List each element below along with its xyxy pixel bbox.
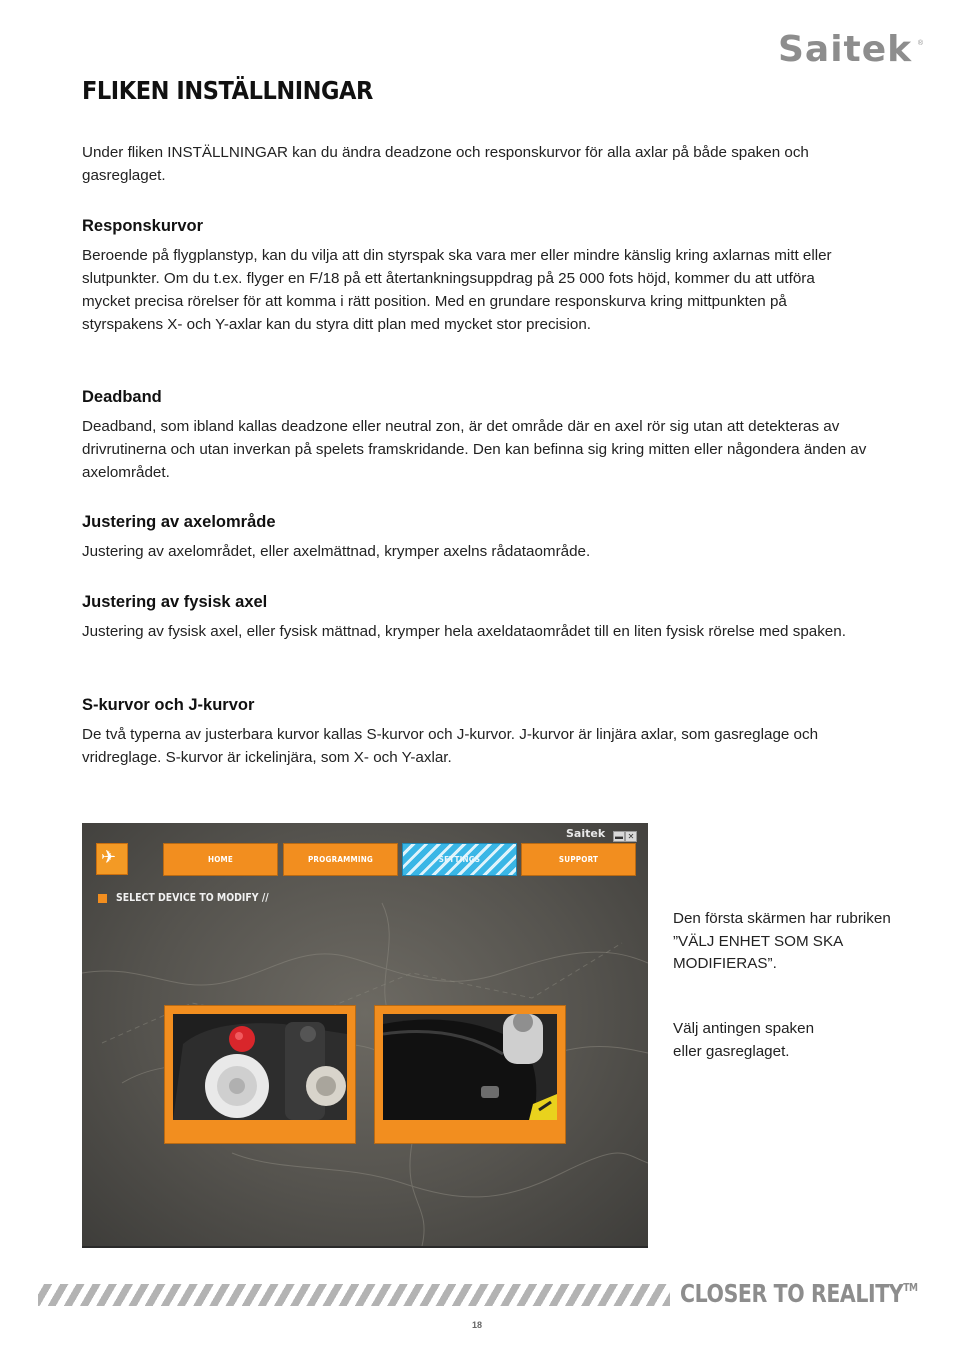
select-device-label: SELECT DEVICE TO MODIFY //	[116, 891, 269, 904]
registered-mark: ®	[917, 40, 923, 47]
arrow-bullet-icon	[98, 894, 107, 903]
section-heading-fysisk-axel: Justering av fysisk axel	[82, 593, 268, 611]
caption-first-screen: Den första skärmen har rubriken ”VÄLJ ENHET SOM SKA MODIFIERAS”.	[673, 910, 891, 972]
saitek-logo	[778, 30, 923, 70]
close-button[interactable]: ✕	[625, 831, 637, 842]
section-heading-axelomrade: Justering av axelområde	[82, 513, 276, 531]
section-heading-responskurvor: Responskurvor	[82, 217, 204, 235]
footer-stripes	[38, 1284, 670, 1306]
page-number: 18	[471, 1320, 482, 1330]
tagline-text: CLOSER TO REALITY	[680, 1279, 904, 1308]
software-screenshot	[82, 823, 648, 1248]
minimize-button[interactable]: ▬	[615, 832, 623, 841]
section-body-deadband: Deadband, som ibland kallas deadzone eller neutral zon, är det område där en axel rör sig utan att detekteras av drivrutinerna och utan inverkan på spelets framskridande. Den kan befinna sig kring mitten eller någondera änden av axelområdet.	[82, 418, 867, 481]
section-heading-deadband: Deadband	[82, 388, 162, 406]
joystick-image	[383, 1014, 557, 1120]
device-card-joystick[interactable]	[374, 1005, 566, 1144]
intro-paragraph: Under fliken INSTÄLLNINGAR kan du ändra deadzone och responskurvor för alla axlar på både spaken och gasreglaget.	[82, 144, 809, 184]
tab-support[interactable]: SUPPORT	[521, 843, 636, 876]
app-logo	[96, 843, 128, 875]
throttle-image	[173, 1014, 347, 1120]
throttle-illustration	[173, 1014, 347, 1120]
logo-text: Saitek	[778, 29, 913, 70]
tab-home[interactable]: HOME	[163, 843, 278, 876]
device-card-throttle[interactable]	[164, 1005, 356, 1144]
section-body-fysisk-axel: Justering av fysisk axel, eller fysisk mättnad, krymper hela axeldataområdet till en liten fysisk rörelse med spaken.	[82, 623, 846, 640]
section-body-axelomrade: Justering av axelområdet, eller axelmättnad, krymper axelns rådataområde.	[82, 543, 591, 560]
section-body-kurvor: De två typerna av justerbara kurvor kallas S-kurvor och J-kurvor. J-kurvor är linjära axlar, som gasreglage och vridreglage. S-kurvor är ickelinjära, som X- och Y-axlar.	[82, 726, 819, 766]
section-heading-kurvor: S-kurvor och J-kurvor	[82, 696, 255, 714]
tab-programming[interactable]: PROGRAMMING	[283, 843, 398, 876]
tab-settings[interactable]: SETTINGS	[402, 843, 517, 876]
joystick-illustration	[383, 1014, 557, 1120]
page-title: FLIKEN INSTÄLLNINGAR	[82, 76, 373, 105]
footer-tagline	[680, 1279, 918, 1308]
plane-icon: ✈	[101, 847, 117, 867]
caption-choose-device: Välj antingen spaken eller gasreglaget.	[673, 1020, 815, 1060]
section-body-responskurvor: Beroende på flygplanstyp, kan du vilja att din styrspak ska vara mer eller mindre känslig kring axlarnas mitt eller slutpunkter. Om du t.ex. flyger en F/18 på ett återtankningsuppdrag på 25 000 fots höjd, kommer du att utföra mycket precisa rörelser för att komma i rätt position. Med en grundare responskurva kring mittpunkten på styrspakens X- och Y-axlar kan du styra ditt plan med mycket stor precision.	[82, 247, 832, 333]
trademark-mark: TM	[903, 1281, 918, 1294]
screenshot-brand: Saitek	[566, 827, 606, 840]
